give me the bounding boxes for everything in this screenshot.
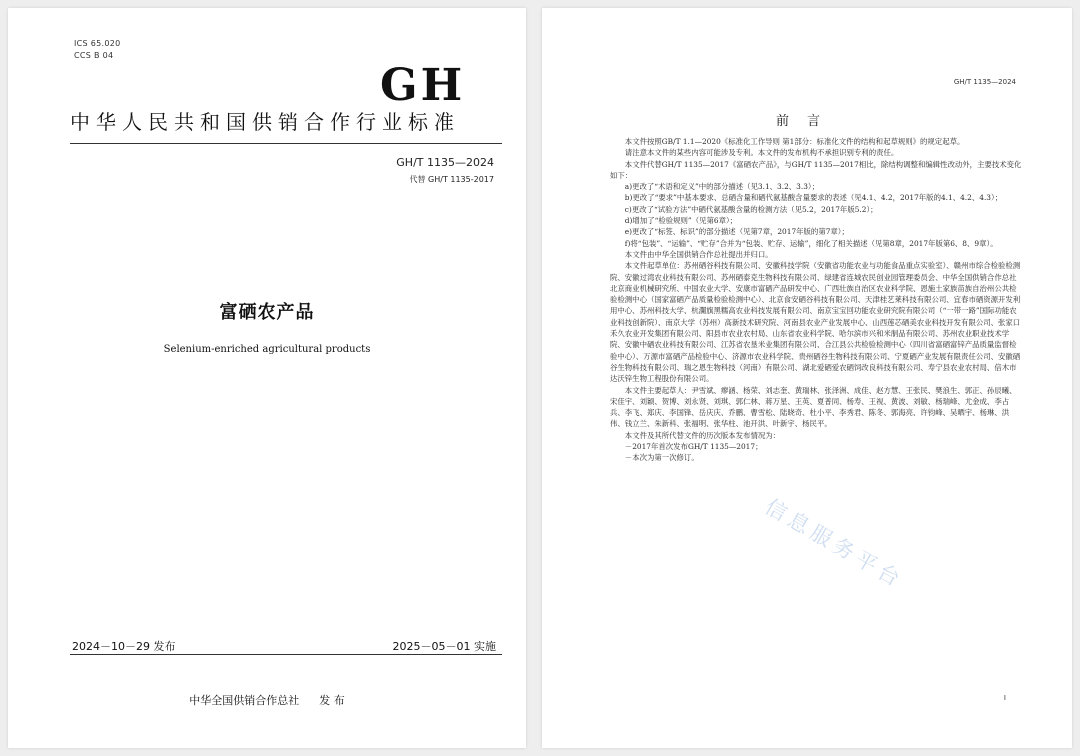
paragraph: 本文件按照GB/T 1.1—2020《标准化工作导则 第1部分：标准化文件的结构和起草规则》的规定起草。 <box>624 137 965 146</box>
history-item: －2017年首次发布GH/T 1135—2017； <box>624 442 763 452</box>
classification-codes <box>74 38 121 62</box>
change-item: a)更改了“术语和定义”中的部分描述（见3.1、3.2、3.3）； <box>624 182 820 192</box>
watermark: 信息服务平台 <box>760 494 909 594</box>
foreword-page <box>542 8 1072 748</box>
foreword-title: 前言 <box>775 114 838 129</box>
standard-number: GH/T 1135—2024 <box>396 156 494 169</box>
title-english: Selenium-enriched agricultural products <box>163 344 371 355</box>
paragraph: 本文件及其所代替文件的历次版本发布情况为： <box>624 430 781 440</box>
title-chinese: 富硒农产品 <box>219 302 315 323</box>
change-item: c)更改了“试验方法”中硒代氨基酸含量的检测方法（见5.2，2017年版5.2）； <box>624 204 878 214</box>
gh-logo: GH <box>380 60 466 111</box>
change-item: e)更改了“标签、标识”的部分描述（见第7章，2017年版的第7章）； <box>624 227 849 237</box>
ics-code: ICS 65.020 <box>74 39 121 48</box>
change-item: d)增加了“检验规则”（见第6章）； <box>624 216 738 226</box>
paragraph: 请注意本文件的某些内容可能涉及专利。本文件的发布机构不承担识别专利的责任。 <box>624 148 899 158</box>
implement-date: 2025－05－01 实施 <box>392 640 496 653</box>
paragraph: 本文件代替GH/T 1135—2017《富硒农产品》，与GH/T 1135—2017相比，除结构调整和编辑性改动外，主要技术变化如下： <box>610 159 1022 180</box>
change-item: f)将“包装”、“运输”、“贮存”合并为“包装、贮存、运输”，细化了相关描述（见第8章，2017年版第6、8、9章）。 <box>624 238 998 248</box>
standard-category: 中华人民共和国供销合作行业标准 <box>70 110 460 134</box>
issuer-action: 发 布 <box>319 694 345 707</box>
foreword-body <box>610 136 1022 464</box>
header-divider <box>70 143 502 144</box>
replaces-note: 代替 GH/T 1135-2017 <box>409 175 494 184</box>
issuer <box>8 692 526 708</box>
cover-page <box>8 8 526 748</box>
footer-divider <box>70 654 502 655</box>
ccs-code: CCS B 04 <box>74 51 114 60</box>
drafters: 本文件主要起草人：尹雪斌、瘳涵、杨荣、刘志奎、黄瑞林、张泽洲、成佳、赵方慧、王张民、樊浪生、郭正、孙辰曦、宋佳宇、刘颖、贺博、刘永贤、刘琪、郭仁林、蒋万星、王英、夏普同、杨寿、王视、黄波、刘敏、杨瑞峰、尤金成、李占兵、李飞、郑庆、李国锋、岳庆庆、乔鹏、曹雪松、陆晓奇、杜小平、李秀君、陈冬、郭海亮、许钧峰、吴晒宇、杨琳、洪伟、钱立兰、朱新科、张福明、张华柱、池开洪、叶新宇、杨民平。 <box>610 385 1017 429</box>
publish-date: 2024－10－29 发布 <box>72 640 176 653</box>
history-item: －本次为第一次修订。 <box>624 453 699 463</box>
paragraph: 本文件由中华全国供销合作总社提出并归口。 <box>624 249 773 259</box>
change-item: b)更改了“要求”中基本要求、总硒含量和硒代氨基酸含量要求的表述（见4.1、4.2，2017年版的4.1、4.2、4.3）； <box>624 193 1003 203</box>
issuer-name: 中华全国供销合作总社 <box>189 694 300 707</box>
header-standard-number: GH/T 1135—2024 <box>953 78 1016 86</box>
page-number: I <box>1003 694 1006 702</box>
drafting-units: 本文件起草单位：苏州硒谷科技有限公司、安徽科技学院（安徽省功能农业与功能食品重点实验室）、赣州市综合检验检测院、安徽过湾农业科技有限公司、苏州硒泰克生物科技有限公司、绿建省连城农民创业园管理委员会、中华全国供销合作总社北京商业机械研究所、中国农业大学、安康市富硒产品研发中心、广西壮族自治区农业科学院、恩施土家族苗族自治州公共检验检测中心（国家富硒产品质量检验检测中心）、北京食安硒谷科技有限公司、天津桂艺莱科技有限公司、宜春市硒资源开发利用中心、苏州科技大学、杭瀾旗黑糯高农业科技发展有限公司、南京宝宝回功能农业研究院有限公司（“一带一路”国际功能农业科技创新院）、南京大学（苏州）高新技术研究院、河南县农业产业发展中心、山西莲芯硒美农业科技开发有限公司、张家口禾久农业开发集团有限公司、阳县市农业农村局、山东省农业科学院、哈尔滨市兴和米制品有限公司、苏州农业职业技术学院、安徽中硒农业科技有限公司、江苏省农垦米业集团有限公司、合江县公共检验检测中心（四川省富硒富锌产品质量监督检验中心）、万源市富硒产品检验中心、济源市农业科学院、贵州硒谷生物科技有限公司、宁夏硒产业发展有限责任公司、安徽硒谷生物科技有限公司、瑞之恩生物科技（河南）有限公司、湖北爱硒爱农硒饲改良科技有限公司、寿宁县农业农村局、倍木市达沃锌生物工程股份有限公司。 <box>610 261 1021 384</box>
